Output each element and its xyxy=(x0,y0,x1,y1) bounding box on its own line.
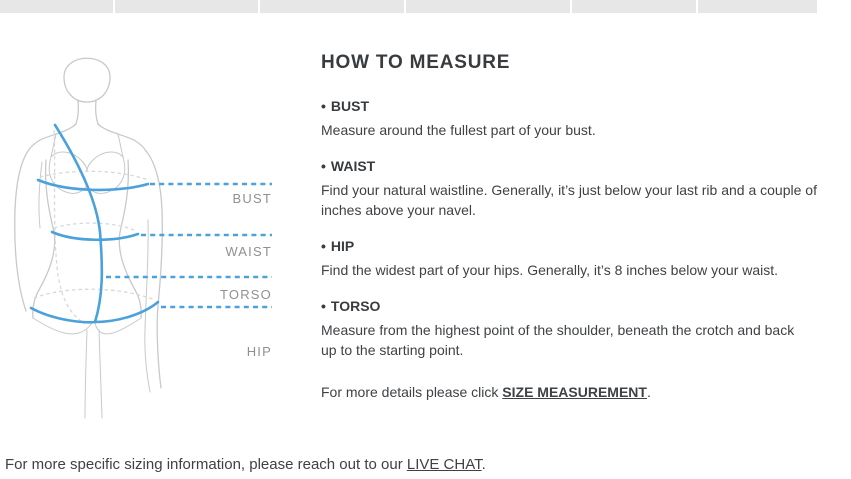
section-label xyxy=(321,238,841,254)
measurement-diagram xyxy=(0,30,300,420)
page-title: HOW TO MEASURE xyxy=(321,52,511,73)
size-table-bottom-strip xyxy=(0,0,817,13)
table-cell xyxy=(115,0,258,13)
bullet-icon: • xyxy=(321,158,326,174)
measure-section-torso xyxy=(321,298,841,360)
diagram-label-waist: WAIST xyxy=(225,244,272,259)
measure-section-waist xyxy=(321,158,841,220)
body-figure-illustration xyxy=(0,30,300,420)
details-line xyxy=(321,382,841,402)
details-prefix: For more details please click xyxy=(321,384,503,400)
footer-note xyxy=(5,456,486,473)
how-to-measure-guide xyxy=(321,52,841,416)
section-label xyxy=(321,98,841,114)
diagram-label-bust: BUST xyxy=(232,191,272,206)
details-suffix: . xyxy=(646,384,651,400)
measure-section-hip xyxy=(321,238,841,280)
section-text: Measure from the highest point of the shoulder, beneath the crotch and back up to the starting point. xyxy=(321,322,795,358)
table-cell xyxy=(0,0,113,13)
section-text: Find the widest part of your hips. Generally, it’s 8 inches below your waist. xyxy=(321,262,779,278)
waist-tape-line xyxy=(52,232,138,240)
body-outline xyxy=(15,58,163,418)
footer-prefix: For more specific sizing information, please reach out to our xyxy=(5,456,407,473)
bullet-icon: • xyxy=(321,298,326,314)
diagram-label-hip: HIP xyxy=(246,344,272,359)
section-label-text: HIP xyxy=(330,238,355,254)
live-chat-link[interactable]: LIVE CHAT xyxy=(406,456,482,473)
size-measurement-link[interactable]: SIZE MEASUREMENT xyxy=(502,384,647,400)
section-label-text: BUST xyxy=(330,98,370,114)
bullet-icon: • xyxy=(321,98,326,114)
section-text: Measure around the fullest part of your bust. xyxy=(321,122,596,138)
section-label-text: TORSO xyxy=(330,298,381,314)
section-label-text: WAIST xyxy=(330,158,376,174)
diagram-label-torso: TORSO xyxy=(220,287,272,302)
table-cell xyxy=(572,0,696,13)
section-label xyxy=(321,298,841,314)
table-cell xyxy=(406,0,570,13)
table-cell xyxy=(260,0,404,13)
section-label xyxy=(321,158,841,174)
section-text: Find your natural waistline. Generally, it’s just below your last rib and a couple of inches above your navel. xyxy=(321,182,817,218)
bullet-icon: • xyxy=(321,238,326,254)
bust-tape-line xyxy=(38,180,148,190)
measure-section-bust xyxy=(321,98,841,140)
footer-suffix: . xyxy=(481,456,486,473)
table-cell xyxy=(698,0,817,13)
